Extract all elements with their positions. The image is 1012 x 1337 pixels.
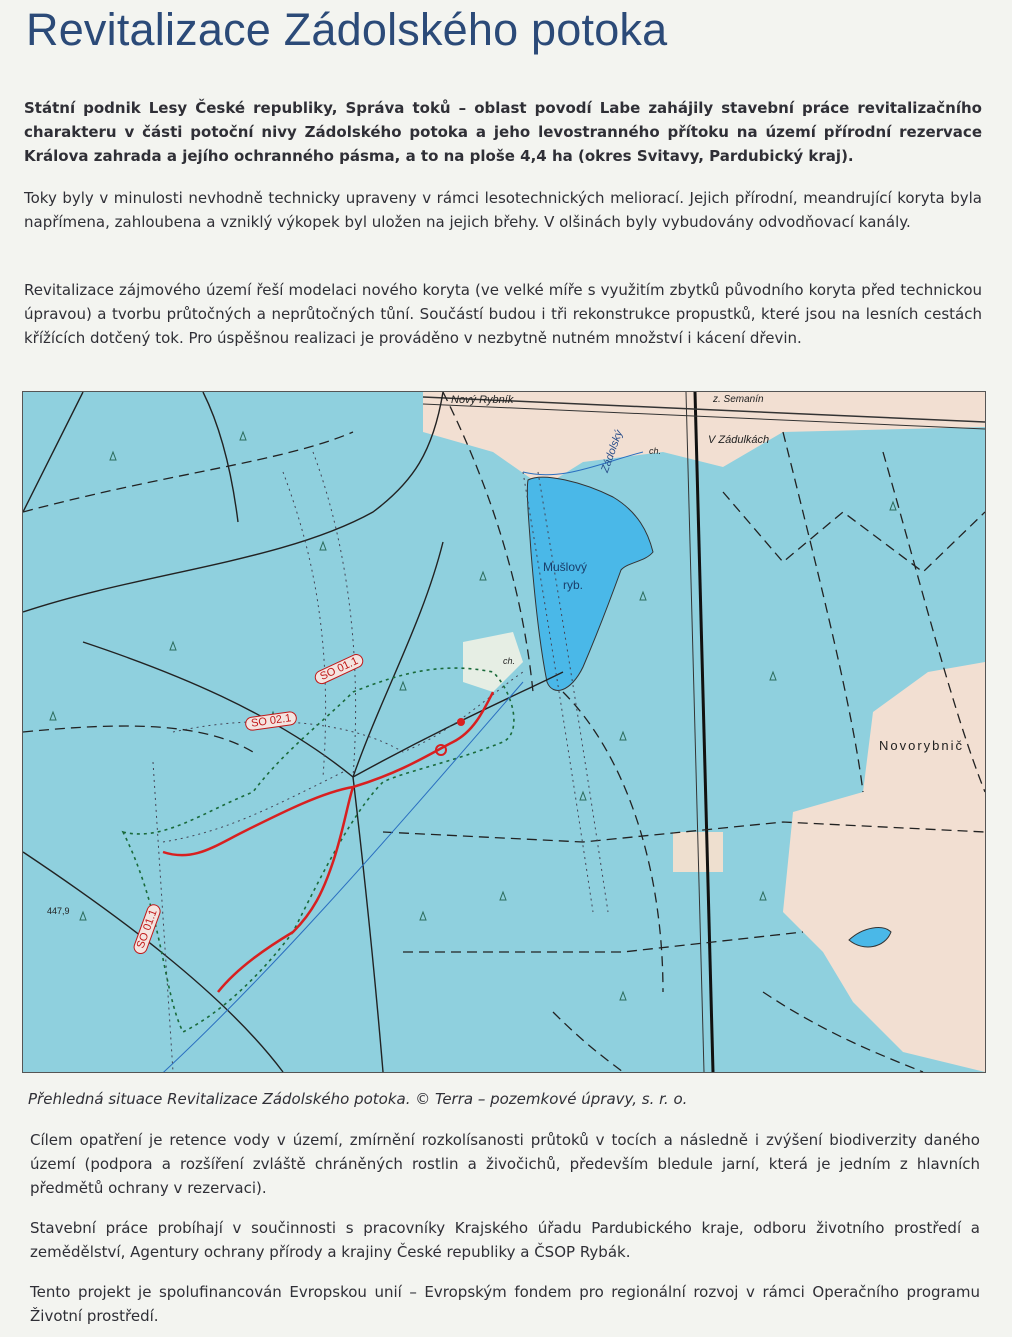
map-label-so011-north: SO 01.1 [312,652,365,687]
map-label-so021: SO 02.1 [244,710,298,731]
map-label-zadolsky: Zádolský [599,428,626,475]
intro-paragraph: Státní podnik Lesy České republiky, Správa toků – oblast povodí Labe zahájily stavební práce revitalizačního charakteru v části potoční nivy Zádolského potoka a jeho levostranného přítoku na území přírodní rezervace Králova zahrada a jejího ochranného pásma, a to na ploše 4,4 ha (okres Svitavy, Pardubický kraj). [24,99,982,165]
map-label-semanin: z. Semanín [713,394,764,405]
page-title: Revitalizace Zádolského potoka [26,4,668,55]
map-caption: Přehledná situace Revitalizace Zádolského potoka. © Terra – pozemkové úpravy, s. r. o. [28,1090,688,1108]
history-paragraph: Toky byly v minulosti nevhodně technicky upraveny v rámci lesotechnických meliorací. Jejich přírodní, meandrující koryta byla napřímena, zahloubena a vzniklý výkopek byl uložen na jejich břehy. V olšinách byly vybudovány odvodňovací kanály. [24,189,982,231]
map-label-novy-rybnik: Nový Rybník [451,394,514,406]
revitalization-paragraph: Revitalizace zájmového území řeší modelaci nového koryta (ve velké míře s využitím zbytků původního koryta před technickou úpravou) a tvorbu průtočných a neprůtočných tůní. Součástí budou i tři rekonstrukce propustků, které jsou na lesních cestách křížících dotčený tok. Pro úspěšnou realizaci je prováděno v nezbytně nutném množství i kácení dřevin. [24,281,982,347]
map-label-muslovy: Mušlový [543,560,588,574]
map-label-ch-clearing: ch. [503,656,516,666]
muslovy-pond [527,477,653,690]
funding-paragraph: Tento projekt je spolufinancován Evropskou unií – Evropským fondem pro regionální rozvoj v rámci Operačního programu Životní prostředí. [30,1283,980,1325]
field-area-east [783,662,985,1072]
map-label-ryb: ryb. [563,578,584,592]
map-label-so011-south: SO 01.1 [132,902,163,956]
map-graphic [23,392,985,1072]
map-label-ch-north: ch. [649,446,662,456]
map-label-v-zadulkach: V Zádulkách [708,434,770,446]
overview-map [22,391,986,1073]
goal-paragraph: Cílem opatření je retence vody v území, zmírnění rozkolísanosti průtoků v tocích a následně i zvýšení biodiverzity daného území (podpora a rozšíření zvláště chráněných rostlin a živočichů, především bledule jarní, která je jedním z hlavních předmětů ochrany v rezervaci). [30,1131,980,1197]
railway [695,392,713,1072]
field-area-north [423,392,985,487]
cooperation-paragraph: Stavební práce probíhají v součinnosti s pracovníky Krajského úřadu Pardubického kraje, odboru životního prostředí a zemědělství, Agentury ochrany přírody a krajiny České republiky a ČSOP Rybák. [30,1219,980,1261]
map-label-elevation: 447,9 [47,906,70,916]
map-label-novorybnic: Novorybnič [879,738,965,753]
